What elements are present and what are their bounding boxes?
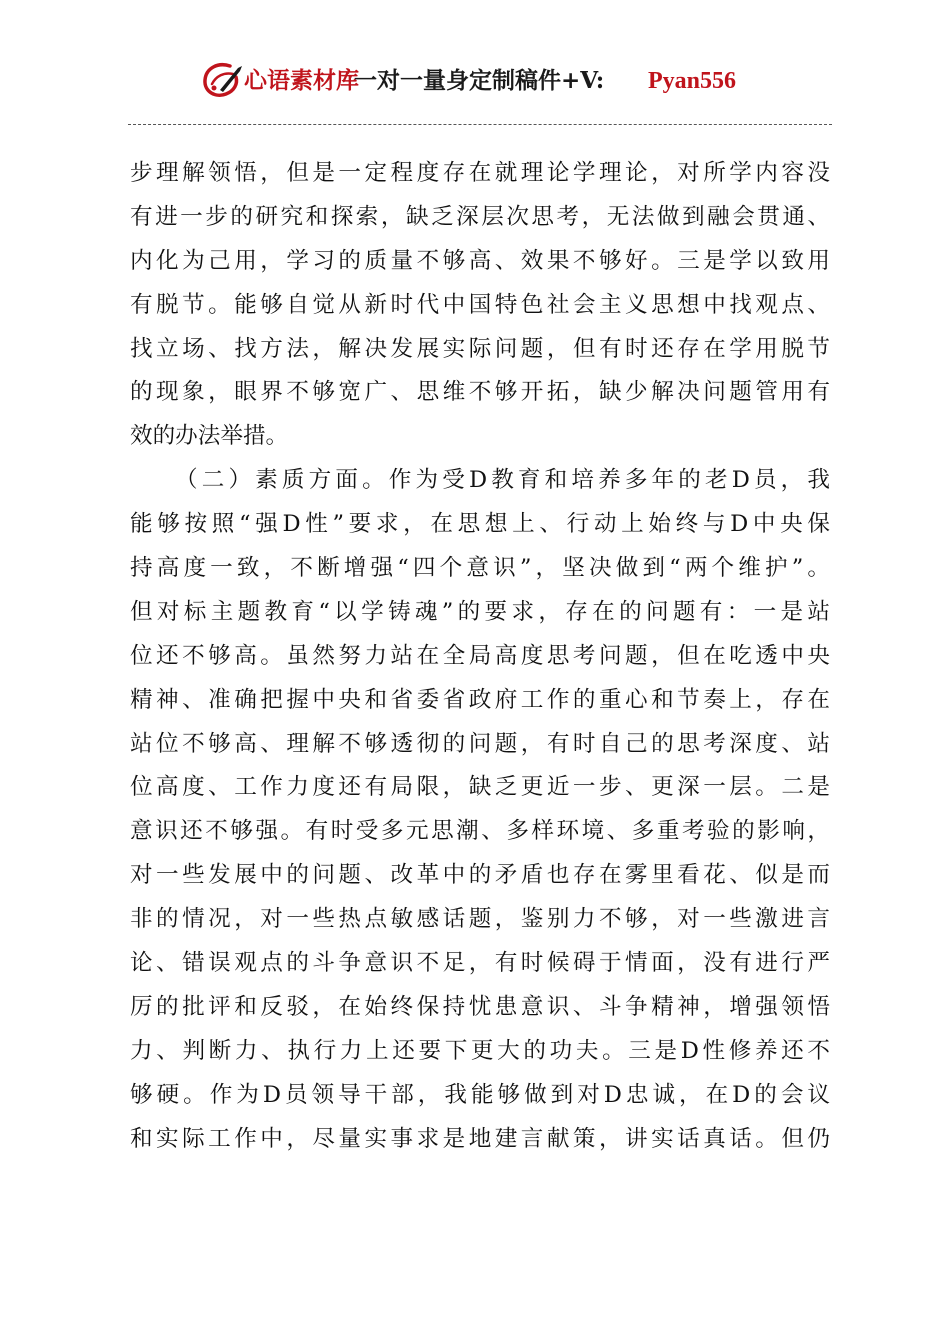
text-line: 持高度一致，不断增强“四个意识”，坚决做到“两个维护”。 <box>130 555 830 582</box>
text-line: 但对标主题教育“以学铸魂”的要求，存在的问题有：一是站 <box>130 598 830 625</box>
text-line: 位还不够高。虽然努力站在全局高度思考问题，但在吃透中央 <box>130 642 830 669</box>
text-line: 的现象，眼界不够宽广、思维不够开拓，缺少解决问题管用有 <box>130 379 830 406</box>
text-line: 意识还不够强。有时受多元思潮、多样环境、多重考验的影响， <box>130 818 830 845</box>
text-line: 论、错误观点的斗争意识不足，有时候碍于情面，没有进行严 <box>130 950 830 977</box>
text-line: 对一些发展中的问题、改革中的矛盾也存在雾里看花、似是而 <box>130 862 830 889</box>
document-body <box>130 152 830 1161</box>
text-line: 有脱节。能够自觉从新时代中国特色社会主义思想中找观点、 <box>130 291 830 318</box>
text-line: 和实际工作中，尽量实事求是地建言献策，讲实话真话。但仍 <box>130 1125 830 1152</box>
text-line: 力、判断力、执行力上还要下更大的功夫。三是D性修养还不 <box>130 1037 830 1064</box>
brand-name: 心语素材库 <box>244 67 359 94</box>
text-line: 站位不够高、理解不够透彻的问题，有时自己的思考深度、站 <box>130 730 830 757</box>
page-header <box>200 56 760 106</box>
text-line: 有进一步的研究和探索，缺乏深层次思考，无法做到融会贯通、 <box>130 203 830 230</box>
header-tagline: 一对一量身定制稿件+V: <box>354 67 605 94</box>
text-line: 位高度、工作力度还有局限，缺乏更近一步、更深一层。二是 <box>130 774 830 801</box>
header-divider <box>128 124 832 125</box>
text-line: 内化为己用，学习的质量不够高、效果不够好。三是学以致用 <box>130 247 830 274</box>
text-line: 步理解领悟，但是一定程度存在就理论学理论，对所学内容没 <box>130 160 830 186</box>
text-line: 能够按照“强D性”要求，在思想上、行动上始终与D中央保 <box>130 511 830 538</box>
text-line: 厉的批评和反驳，在始终保持忧患意识、斗争精神，增强领悟 <box>130 993 830 1020</box>
text-line: 够硬。作为D员领导干部，我能够做到对D忠诚，在D的会议 <box>130 1081 831 1108</box>
brush-logo-icon <box>200 60 246 102</box>
text-line: 非的情况，对一些热点敏感话题，鉴别力不够，对一些激进言 <box>130 906 830 933</box>
paragraph-start-line: （二）素质方面。作为受D教育和培养多年的老D员，我 <box>175 467 830 494</box>
wechat-id: Pyan556 <box>648 68 737 94</box>
text-line: 效的办法举措。 <box>130 423 289 450</box>
text-line: 找立场、找方法，解决发展实际问题，但有时还存在学用脱节 <box>130 335 830 362</box>
text-line: 精神、准确把握中央和省委省政府工作的重心和节奏上，存在 <box>130 686 830 713</box>
